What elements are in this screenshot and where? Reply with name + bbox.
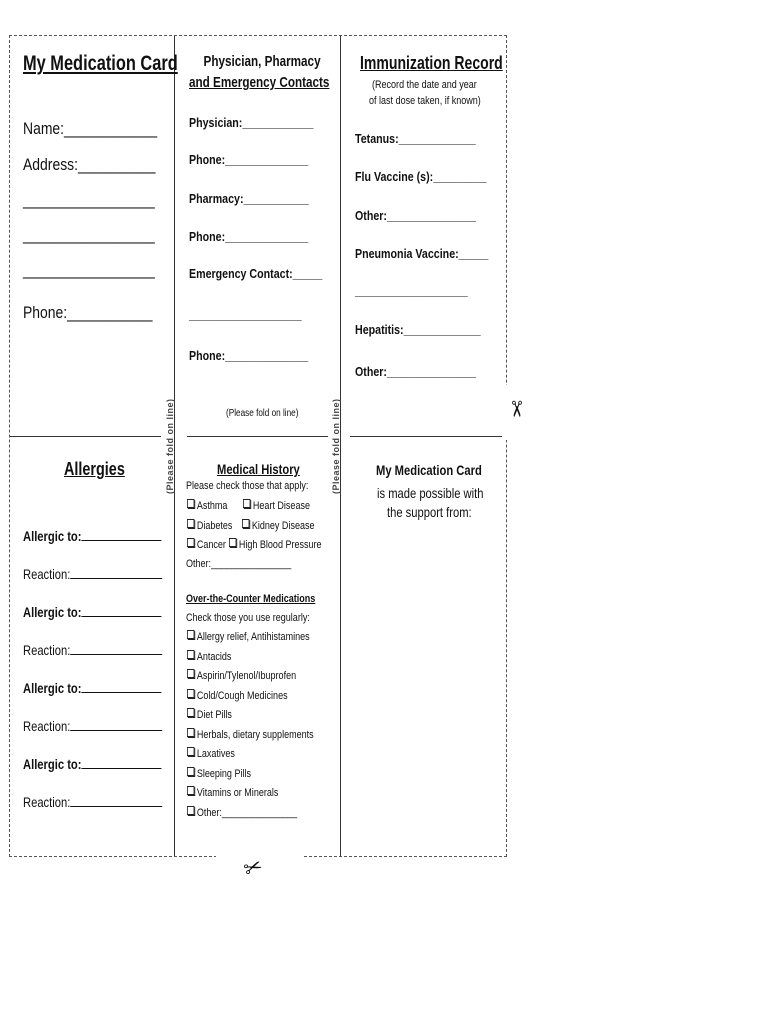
name-field[interactable]: Name:____________ (23, 119, 158, 138)
reaction-field[interactable] (23, 794, 197, 810)
reaction-label: Reaction: (23, 718, 71, 734)
condition-checkbox[interactable] (187, 499, 236, 512)
checkbox-icon[interactable] (229, 538, 236, 547)
checkbox-icon[interactable] (187, 806, 194, 815)
condition-label: High Blood Pressure (238, 539, 322, 551)
otc-label: Laxatives (196, 748, 235, 760)
condition-checkbox[interactable] (187, 538, 234, 551)
condition-label: Heart Disease (252, 500, 310, 512)
otc-label: Other:_______________ (196, 806, 298, 819)
reaction-label: Reaction: (23, 566, 71, 582)
contacts-title-line2: and Emergency Contacts (189, 74, 330, 91)
medical-history-instruction: Please check those that apply: (186, 480, 309, 492)
reaction-field[interactable] (23, 566, 197, 582)
otc-title: Over-the-Counter Medications (186, 593, 316, 605)
otc-label: Cold/Cough Medicines (196, 689, 288, 702)
pharmacy-phone-field[interactable]: Phone:______________ (189, 229, 309, 244)
allergic-to-line (82, 767, 162, 769)
address-line-2[interactable]: _________________ (23, 190, 155, 209)
immunization-title: Immunization Record (360, 53, 503, 73)
checkbox-icon[interactable] (243, 499, 250, 508)
address-line-3[interactable]: _________________ (23, 225, 155, 244)
other-vaccine-field-2[interactable]: Other:_______________ (355, 364, 476, 379)
condition-checkbox[interactable] (242, 519, 330, 532)
otc-checkbox[interactable] (187, 689, 310, 702)
allergic-to-field[interactable] (23, 756, 196, 772)
checkbox-icon[interactable] (187, 786, 194, 795)
allergic-to-field[interactable] (23, 604, 196, 620)
condition-label: Asthma (196, 500, 228, 512)
allergic-to-line (82, 539, 162, 541)
otc-label: Sleeping Pills (196, 767, 251, 780)
fold-line-h2 (187, 436, 328, 437)
allergic-to-line (82, 691, 162, 693)
hepatitis-field[interactable]: Hepatitis:_____________ (355, 322, 481, 337)
contacts-title-line1: Physician, Pharmacy (203, 53, 321, 70)
otc-label: Antacids (196, 650, 232, 663)
checkbox-icon[interactable] (187, 650, 194, 659)
scissors-icon: ✂ (240, 852, 266, 883)
checkbox-icon[interactable] (187, 767, 194, 776)
reaction-line (70, 577, 162, 579)
physician-field[interactable]: Physician:____________ (189, 115, 314, 130)
allergic-to-line (82, 615, 162, 617)
fold-line-h3 (350, 436, 506, 437)
reaction-field[interactable] (23, 718, 197, 734)
allergic-to-field[interactable] (23, 680, 196, 696)
otc-checkbox[interactable] (187, 786, 298, 799)
sponsor-line-2: the support from: (387, 504, 472, 520)
pharmacy-field[interactable]: Pharmacy:___________ (189, 191, 309, 206)
medical-history-title: Medical History (217, 461, 300, 477)
condition-checkbox[interactable] (229, 538, 342, 551)
otc-label: Allergy relief, Antihistamines (196, 631, 310, 643)
flu-vaccine-field[interactable]: Flu Vaccine (s):_________ (355, 169, 487, 184)
tetanus-field[interactable]: Tetanus:_____________ (355, 131, 476, 146)
immunization-subtitle-1: (Record the date and year (372, 79, 477, 91)
pneumonia-vaccine-field[interactable]: Pneumonia Vaccine:_____ (355, 246, 489, 261)
otc-label: Aspirin/Tylenol/Ibuprofen (196, 670, 297, 682)
condition-checkbox[interactable] (243, 499, 325, 512)
physician-phone-field[interactable]: Phone:______________ (189, 152, 309, 167)
sponsor-title: My Medication Card (376, 462, 482, 478)
checkbox-icon[interactable] (187, 538, 194, 547)
checkbox-icon[interactable] (242, 519, 249, 528)
checkbox-icon[interactable] (187, 630, 194, 639)
otc-checkbox[interactable] (187, 669, 320, 682)
address-line-4[interactable]: _________________ (23, 260, 155, 279)
otc-checkbox[interactable] (187, 747, 245, 760)
allergic-to-label: Allergic to: (23, 756, 82, 772)
otc-label: Herbals, dietary supplements (196, 728, 314, 741)
emergency-contact-line-2[interactable]: ___________________ (189, 307, 302, 322)
checkbox-icon[interactable] (187, 519, 194, 528)
other-condition-field[interactable]: Other:________________ (186, 558, 292, 570)
reaction-label: Reaction: (23, 642, 71, 658)
condition-label: Diabetes (196, 520, 233, 532)
immunization-subtitle-2: of last dose taken, if known) (369, 95, 481, 107)
otc-label: Diet Pills (196, 709, 232, 721)
condition-checkbox[interactable] (187, 519, 242, 532)
otc-checkbox[interactable] (187, 728, 341, 741)
other-vaccine-field-1[interactable]: Other:_______________ (355, 208, 476, 223)
otc-checkbox[interactable] (187, 806, 321, 819)
otc-checkbox[interactable] (187, 650, 241, 663)
otc-checkbox[interactable] (187, 708, 242, 721)
checkbox-icon[interactable] (187, 669, 194, 678)
checkbox-icon[interactable] (187, 708, 194, 717)
reaction-line (70, 729, 162, 731)
reaction-label: Reaction: (23, 794, 71, 810)
scissors-icon: ✂ (504, 399, 530, 419)
allergies-title: Allergies (64, 459, 125, 479)
allergic-to-label: Allergic to: (23, 528, 82, 544)
fold-instruction-vertical-right: (Please fold on line) (331, 398, 341, 494)
allergic-to-label: Allergic to: (23, 604, 82, 620)
emergency-phone-field[interactable]: Phone:______________ (189, 348, 309, 363)
reaction-line (70, 653, 162, 655)
emergency-contact-field[interactable]: Emergency Contact:_____ (189, 266, 323, 281)
reaction-line (70, 805, 162, 807)
condition-label: Cancer (196, 539, 226, 551)
checkbox-icon[interactable] (187, 747, 194, 756)
otc-label: Vitamins or Minerals (196, 787, 279, 799)
otc-instruction: Check those you use regularly: (186, 612, 310, 624)
address-field[interactable]: Address:__________ (23, 155, 156, 174)
fold-instruction: (Please fold on line) (226, 408, 299, 419)
fold-instruction-vertical-left: (Please fold on line) (165, 398, 175, 494)
otc-checkbox[interactable] (187, 767, 265, 780)
allergic-to-field[interactable] (23, 528, 196, 544)
checkbox-icon[interactable] (187, 728, 194, 737)
reaction-field[interactable] (23, 642, 197, 658)
phone-field[interactable]: Phone:___________ (23, 303, 153, 322)
panel-title: My Medication Card (23, 52, 178, 75)
checkbox-icon[interactable] (187, 499, 194, 508)
sponsor-line-1: is made possible with (377, 485, 484, 501)
allergic-to-label: Allergic to: (23, 680, 82, 696)
condition-label: Kidney Disease (251, 520, 315, 532)
fold-line-h1 (10, 436, 161, 437)
checkbox-icon[interactable] (187, 689, 194, 698)
pneumonia-line-2[interactable]: ___________________ (355, 283, 468, 298)
otc-checkbox[interactable] (187, 630, 337, 643)
